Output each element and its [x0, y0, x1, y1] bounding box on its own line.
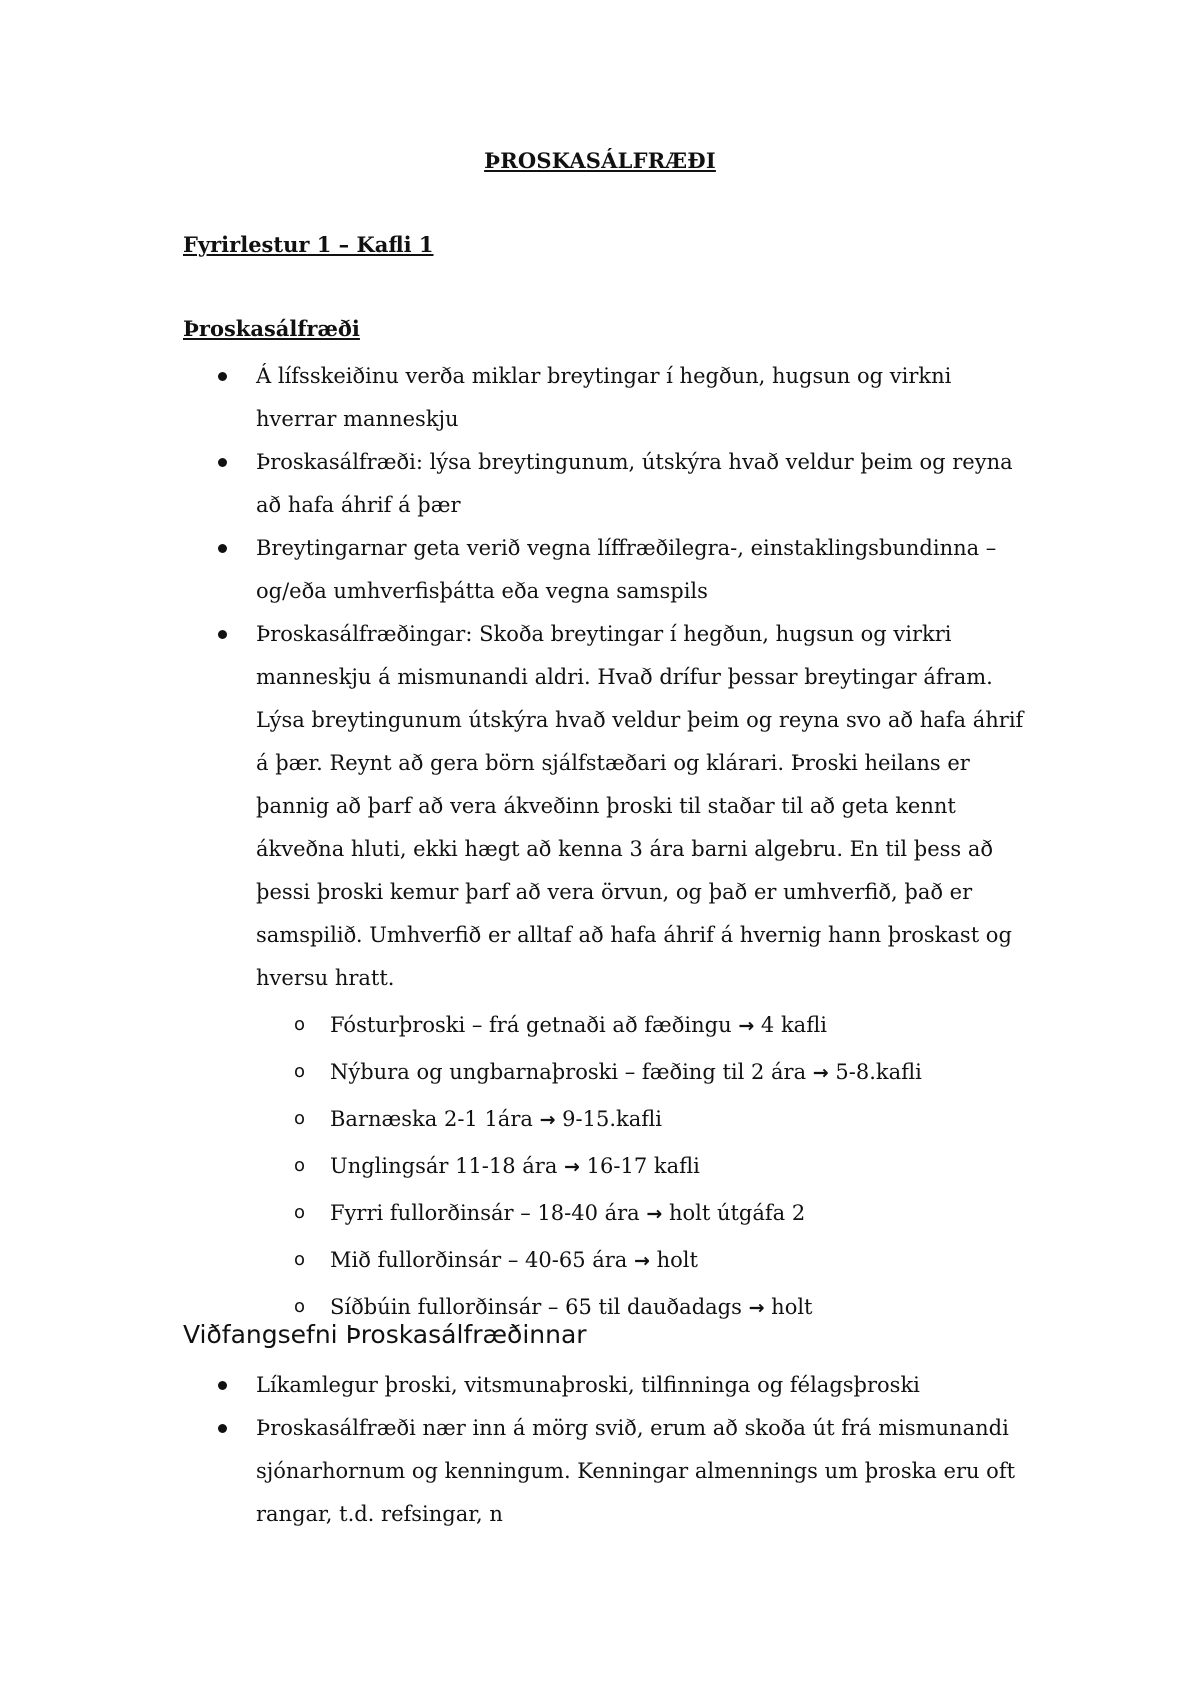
bullet-list [0, 1364, 1200, 1536]
bullet-item [0, 1407, 1200, 1536]
bullet-text: Þroskasálfræði nær inn á mörg svið, erum að skoða út frá mismunandi sjónarhornum og kenningum. Kenningar almennings um þroska eru oft rangar, t.d. refsingar, n [256, 1416, 1016, 1526]
stage-chapter: holt útgáfa 2 [662, 1201, 806, 1225]
bullet-text: Líkamlegur þroski, vitsmunaþroski, tilfinninga og félagsþroski [256, 1373, 920, 1397]
stage-text: Síðbúin fullorðinsár – 65 til dauðadags [330, 1295, 749, 1319]
bullet-icon [218, 1381, 227, 1390]
circle-bullet-icon: o [294, 1108, 306, 1129]
circle-bullet-icon: o [294, 1155, 306, 1176]
stage-item [0, 1190, 1030, 1237]
stage-chapter: holt [764, 1295, 813, 1319]
stage-item [0, 1237, 1030, 1284]
bullet-icon [218, 1424, 227, 1433]
stage-item [0, 1143, 1030, 1190]
bullet-icon [218, 544, 227, 553]
section-heading-vidfangsefni: Viðfangsefni Þroskasálfræðinnar [183, 1320, 587, 1349]
arrow-right-icon: → [564, 1156, 580, 1178]
bullet-list [0, 355, 1200, 1331]
bullet-item [0, 613, 1200, 1331]
lecture-heading: Fyrirlestur 1 – Kafli 1 [183, 232, 434, 257]
arrow-right-icon: → [812, 1062, 829, 1084]
bullet-item [0, 441, 1200, 527]
bullet-item [0, 1364, 1200, 1407]
document-title: ÞROSKASÁLFRÆÐI [484, 148, 716, 173]
arrow-right-icon: → [738, 1015, 755, 1037]
stage-item [0, 1049, 1030, 1096]
bullet-text: Á lífsskeiðinu verða miklar breytingar í hegðun, hugsun og virkni hverrar manneskju [256, 364, 952, 431]
stage-chapter: 5-8.kafli [828, 1060, 922, 1084]
bullet-text: Þroskasálfræðingar: Skoða breytingar í hegðun, hugsun og virkri manneskju á mismunandi aldri. Hvað drífur þessar breytingar áfram. Lýsa breytingunum útskýra hvað veldur þeim og reyna svo að hafa áhrif á þær. Reynt að gera börn sjálfstæðari og klárari. Þroski heilans er þannig að þarf að vera ákveðinn þroski til staðar til að geta kennt ákveðna hluti, ekki hægt að kenna 3 ára barni algebru. En til þess að þessi þroski kemur þarf að vera örvun, og það er umhverfið, það er samspilið. Umhverfið er alltaf að hafa áhrif á hvernig hann þroskast og hversu hratt. [256, 622, 1024, 990]
arrow-right-icon: → [634, 1250, 650, 1272]
bullet-text: Þroskasálfræði: lýsa breytingunum, útskýra hvað veldur þeim og reyna að hafa áhrif á þær [256, 450, 1013, 517]
circle-bullet-icon: o [294, 1014, 306, 1035]
stage-text: Nýbura og ungbarnaþroski – fæðing til 2 ára [330, 1060, 813, 1084]
stage-text: Mið fullorðinsár – 40-65 ára [330, 1248, 634, 1272]
arrow-right-icon: → [539, 1109, 556, 1131]
stage-chapter: 16-17 kafli [579, 1154, 700, 1178]
stage-chapter: 4 kafli [754, 1013, 827, 1037]
stage-text: Unglingsár 11-18 ára [330, 1154, 565, 1178]
bullet-icon [218, 458, 227, 467]
bullet-icon [218, 372, 227, 381]
arrow-right-icon: → [646, 1203, 663, 1225]
stage-item [0, 1096, 1030, 1143]
stage-chapter: 9-15.kafli [555, 1107, 662, 1131]
stage-text: Fyrri fullorðinsár – 18-40 ára [330, 1201, 647, 1225]
circle-bullet-icon: o [294, 1202, 306, 1223]
stage-text: Fósturþroski – frá getnaði að fæðingu [330, 1013, 739, 1037]
bullet-item [0, 355, 1200, 441]
circle-bullet-icon: o [294, 1249, 306, 1270]
section-heading-throskasalfraedi: Þroskasálfræði [183, 316, 360, 341]
arrow-right-icon: → [748, 1297, 765, 1319]
stage-text: Barnæska 2-1 1ára [330, 1107, 540, 1131]
circle-bullet-icon: o [294, 1296, 306, 1317]
circle-bullet-icon: o [294, 1061, 306, 1082]
stage-item [0, 1002, 1030, 1049]
bullet-icon [218, 630, 227, 639]
bullet-text: Breytingarnar geta verið vegna líffræðilegra-, einstaklingsbundinna – og/eða umhverfisþátta eða vegna samspils [256, 536, 997, 603]
stage-chapter: holt [649, 1248, 698, 1272]
stages-sublist [256, 1002, 1030, 1331]
bullet-item [0, 527, 1200, 613]
